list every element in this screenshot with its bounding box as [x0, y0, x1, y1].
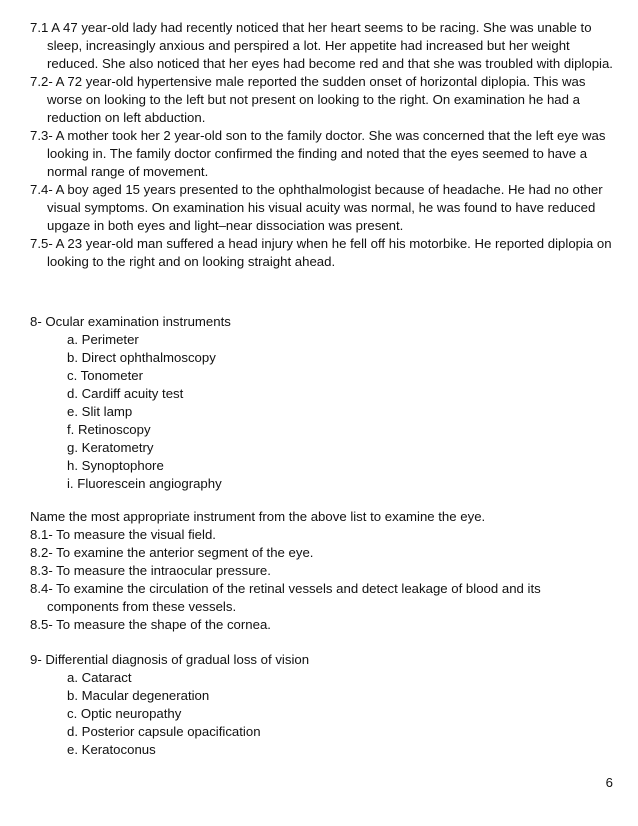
section-8-instruments [30, 313, 615, 493]
instrument-option-a: a. Perimeter [67, 332, 139, 347]
section-8-heading: 8- Ocular examination instruments [30, 314, 231, 329]
section-8-questions [30, 508, 615, 634]
diagnosis-option-c: c. Optic neuropathy [67, 706, 182, 721]
case-7-5: 7.5- A 23 year-old man suffered a head injury when he fell off his motorbike. He reported diplopia on looking to the right and on looking straight ahead. [30, 236, 612, 269]
instrument-option-b: b. Direct ophthalmoscopy [67, 350, 216, 365]
page-number: 6 [605, 775, 613, 790]
instrument-option-c: c. Tonometer [67, 368, 143, 383]
case-7-4: 7.4- A boy aged 15 years presented to the ophthalmologist because of headache. He had no other visual symptoms. On examination his visual acuity was normal, he was found to have reduced upgaze in both eyes and light–near dissociation was present. [30, 182, 603, 233]
case-7-3: 7.3- A mother took her 2 year-old son to the family doctor. She was concerned that the left eye was looking in. The family doctor confirmed the finding and noted that the eyes seemed to have a normal range of movement. [30, 128, 606, 179]
question-8-5: 8.5- To measure the shape of the cornea. [30, 617, 271, 632]
section-8-instruction: Name the most appropriate instrument from the above list to examine the eye. [30, 509, 486, 524]
case-7-2: 7.2- A 72 year-old hypertensive male reported the sudden onset of horizontal diplopia. This was worse on looking to the left but not present on looking to the right. On examination he had a reduction on left abduction. [30, 74, 586, 125]
instrument-option-e: e. Slit lamp [67, 404, 133, 419]
instrument-option-i: i. Fluorescein angiography [67, 476, 222, 491]
section-9-heading: 9- Differential diagnosis of gradual loss of vision [30, 652, 310, 667]
instrument-option-f: f. Retinoscopy [67, 422, 151, 437]
question-8-2: 8.2- To examine the anterior segment of the eye. [30, 545, 314, 560]
section-9-diagnosis [30, 651, 615, 759]
diagnosis-option-e: e. Keratoconus [67, 742, 156, 757]
instrument-option-g: g. Keratometry [67, 440, 154, 455]
section-7-cases [30, 19, 615, 271]
case-7-1: 7.1 A 47 year-old lady had recently noticed that her heart seems to be racing. She was unable to sleep, increasingly anxious and perspired a lot. Her appetite had increased but her weight reduced. She also noticed that her eyes had become red and that she was troubled with diplopia. [30, 20, 613, 71]
diagnosis-option-d: d. Posterior capsule opacification [67, 724, 261, 739]
instrument-option-h: h. Synoptophore [67, 458, 164, 473]
question-8-3: 8.3- To measure the intraocular pressure. [30, 563, 271, 578]
question-8-1: 8.1- To measure the visual field. [30, 527, 216, 542]
diagnosis-option-b: b. Macular degeneration [67, 688, 210, 703]
diagnosis-option-a: a. Cataract [67, 670, 132, 685]
question-8-4: 8.4- To examine the circulation of the retinal vessels and detect leakage of blood and its components from these vessels. [30, 581, 541, 614]
instrument-option-d: d. Cardiff acuity test [67, 386, 184, 401]
